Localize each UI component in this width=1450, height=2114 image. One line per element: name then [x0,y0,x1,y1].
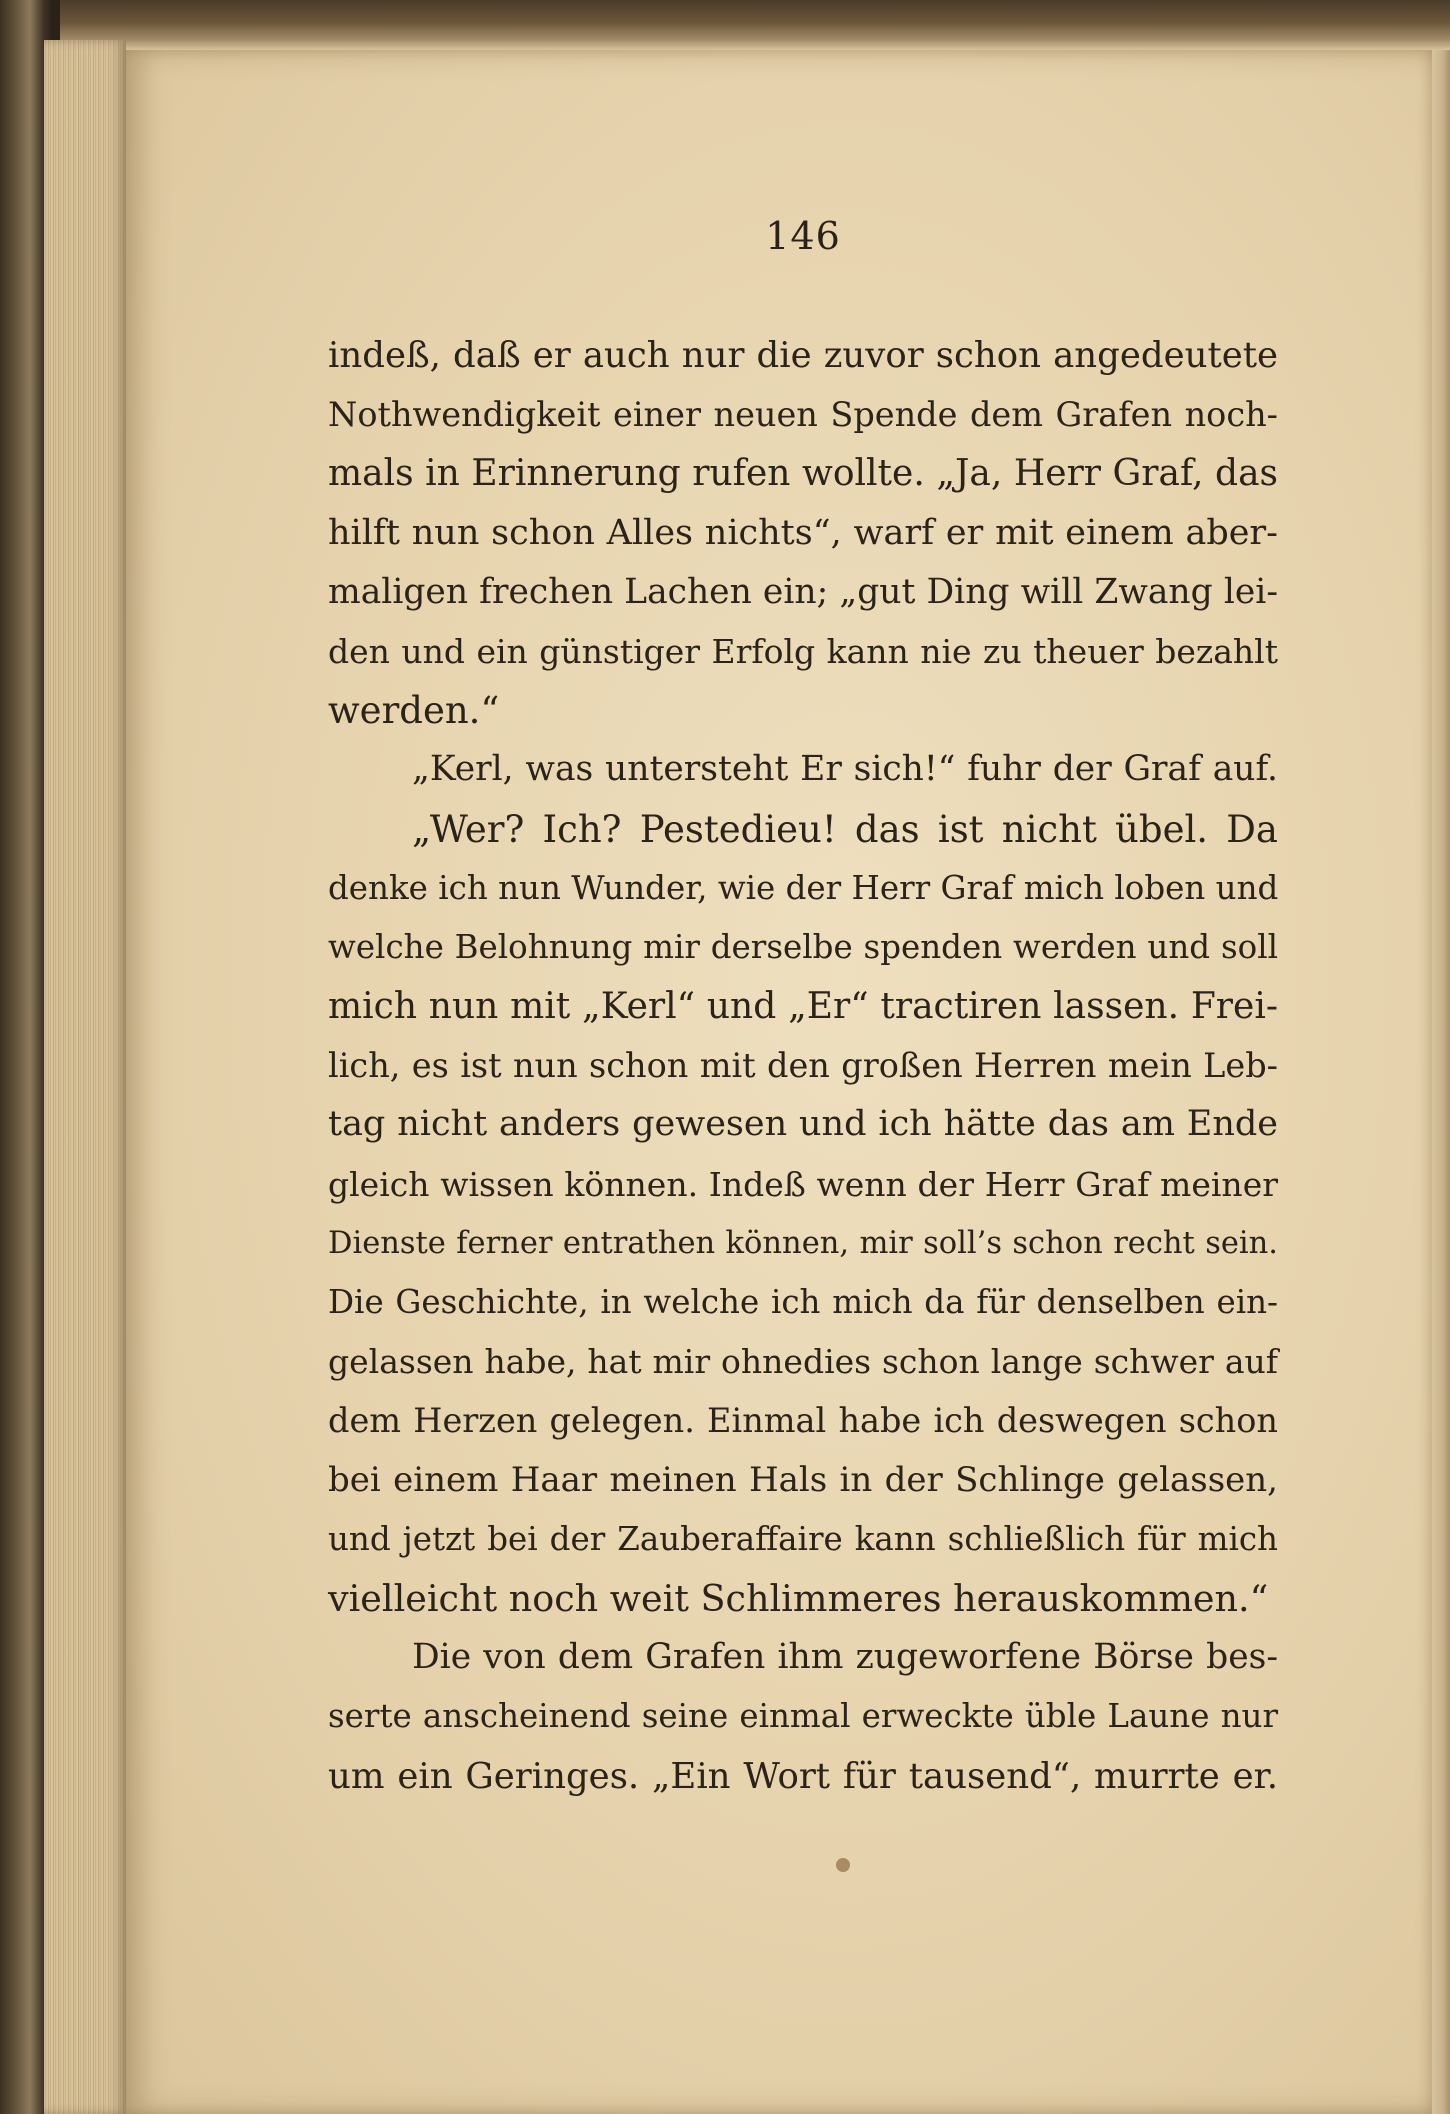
page-number: 146 [765,214,841,258]
text-line: serte anscheinend seine einmal erweckte üble Laune nur [328,1697,1278,1736]
text-line: welche Belohnung mir derselbe spenden werden und soll [328,927,1278,966]
text-line: gleich wissen können. Indeß wenn der Herr Graf meiner [328,1164,1278,1204]
text-line: mich nun mit „Kerl“ und „Er“ tractiren lassen. Frei- [328,986,1278,1028]
body-text [328,326,1278,1806]
text-line: denke ich nun Wunder, wie der Herr Graf mich loben und [328,868,1279,907]
text-line: Dienste ferner entrathen können, mir soll’s schon recht sein. [328,1225,1278,1261]
text-line: Die Geschichte, in welche ich mich da für denselben ein- [328,1283,1278,1321]
text-line: und jetzt bei der Zauberaffaire kann schließlich für mich [328,1519,1278,1558]
text-line: hilft nun schon Alles nichts“, warf er mit einem aber- [328,512,1278,553]
text-line: Nothwendigkeit einer neuen Spende dem Grafen noch- [328,395,1278,435]
text-line: „Wer? Ich? Pestedieu! das ist nicht übel. Da [412,807,1278,851]
book-top-edge [60,0,1450,50]
text-line: maligen frechen Lachen ein; „gut Ding will Zwang lei- [328,571,1278,612]
text-line: dem Herzen gelegen. Einmal habe ich deswegen schon [328,1401,1278,1441]
text-line: lich, es ist nun schon mit den großen Herren mein Leb- [328,1046,1278,1086]
text-line: bei einem Haar meinen Hals in der Schlinge gelassen, [328,1459,1278,1500]
text-line: werden.“ [328,689,500,733]
text-line: mals in Erinnerung rufen wollte. „Ja, Herr Graf, das [328,453,1278,495]
text-line: indeß, daß er auch nur die zuvor schon angedeutete [328,335,1278,376]
text-line: vielleicht noch weit Schlimmeres herauskommen.“ [328,1576,1269,1620]
text-line: gelassen habe, hat mir ohnedies schon lange schwer auf [328,1342,1278,1382]
text-line: tag nicht anders gewesen und ich hätte das am Ende [328,1104,1278,1145]
text-line: um ein Geringes. „Ein Wort für tausend“, murrte er. [328,1755,1278,1797]
book-right-edge [1432,50,1450,2114]
text-line: den und ein günstiger Erfolg kann nie zu theuer bezahlt [328,631,1278,671]
paper-stain [836,1858,850,1872]
text-line: Die von dem Grafen ihm zugeworfene Börse bes- [412,1637,1278,1678]
text-line: „Kerl, was untersteht Er sich!“ fuhr der Graf auf. [412,749,1278,790]
page-stack-edges [44,40,126,2114]
